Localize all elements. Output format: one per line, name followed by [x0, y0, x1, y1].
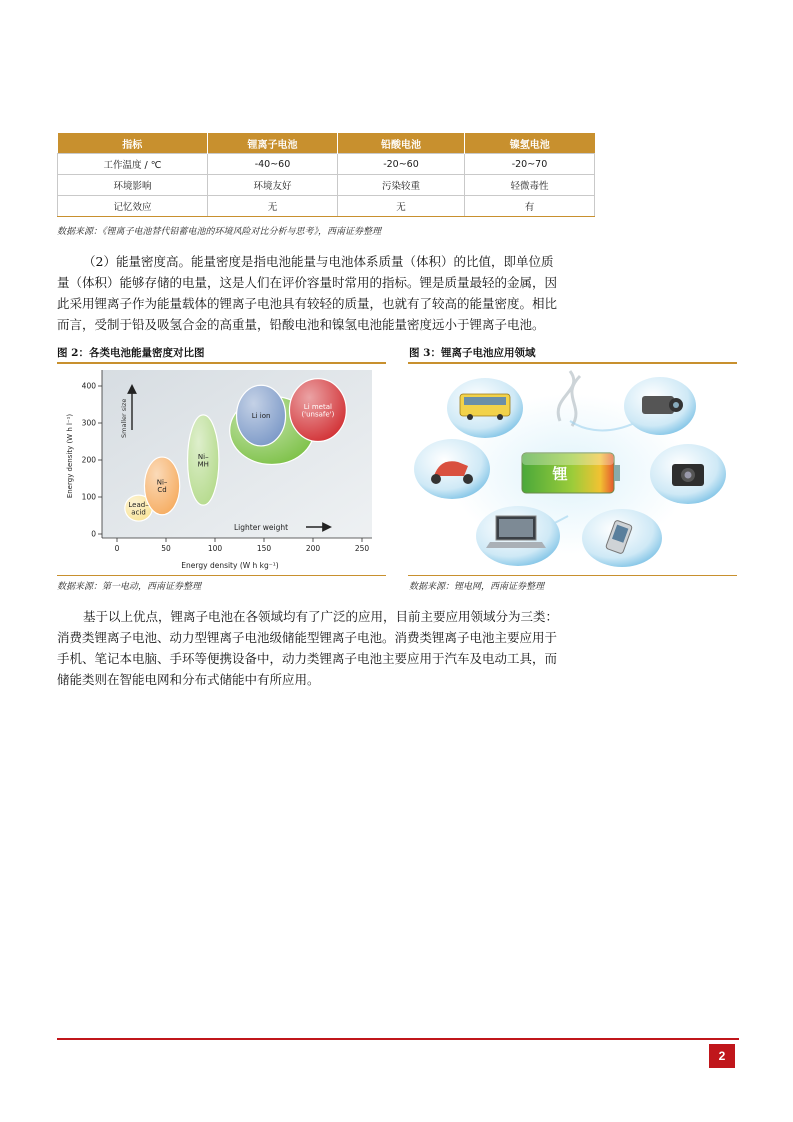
region-label: Cd — [157, 486, 167, 495]
table-cell: -20~60 — [338, 154, 465, 175]
y-axis-label: Energy density (W h l⁻¹) — [66, 413, 74, 499]
paragraph-energy-density — [57, 251, 557, 335]
x-axis-label: Energy density (W h kg⁻¹) — [181, 561, 279, 570]
table-cell: 记忆效应 — [58, 196, 208, 217]
x-tick-label: 0 — [114, 544, 120, 553]
scooter-bubble — [414, 439, 490, 499]
bus-bubble — [447, 378, 523, 438]
table-row — [58, 196, 595, 217]
laptop-bubble — [476, 506, 560, 566]
table-header: 指标 — [58, 133, 208, 154]
table-cell: 轻微毒性 — [465, 175, 595, 196]
y-tick-label: 0 — [91, 529, 96, 539]
table-cell: -20~70 — [465, 154, 595, 175]
region-label: Li ion — [251, 412, 271, 421]
table-cell: 无 — [208, 196, 338, 217]
region-label: Ni– — [197, 452, 209, 461]
table-cell: 工作温度 / ℃ — [58, 154, 208, 175]
battery-label: 锂 — [552, 465, 568, 483]
region-label: Ni– — [156, 478, 168, 487]
figure-3-source: 数据来源：锂电网，西南证券整理 — [409, 582, 545, 592]
table-header: 锂离子电池 — [208, 133, 338, 154]
figure-2-bottom-rule — [57, 575, 386, 576]
figure-3-top-rule — [408, 362, 737, 364]
x-tick-label: 150 — [256, 544, 272, 553]
applications-illustration — [410, 366, 732, 572]
phone-bubble — [582, 509, 662, 567]
x-tick-label: 200 — [305, 544, 321, 553]
figure-3-title: 图 3：锂离子电池应用领域 — [409, 347, 536, 359]
paragraph-line: 而言，受制于铅及吸氢合金的高重量，铅酸电池和镍氢电池能量密度远小于锂离子电池。 — [57, 317, 545, 332]
paragraph-line: 此采用锂离子作为能量载体的锂离子电池具有较轻的质量，也就有了较高的能量密度。相比 — [57, 296, 558, 311]
region-2 — [188, 415, 219, 505]
table-row — [58, 154, 595, 175]
table-header: 铅酸电池 — [338, 133, 465, 154]
paragraph-applications — [57, 606, 558, 690]
lighter-weight-annotation: Lighter weight — [234, 523, 289, 532]
paragraph-line: 消费类锂离子电池、动力型锂离子电池级储能型锂离子电池。消费类锂离子电池主要应用于 — [57, 630, 558, 645]
table-cell: -40~60 — [208, 154, 338, 175]
figure-2-source: 数据来源：第一电动，西南证券整理 — [57, 582, 202, 592]
y-tick-label: 400 — [81, 381, 96, 391]
table-source: 数据来源：《锂离子电池替代铅蓄电池的环境风险对比分析与思考》，西南证券整理 — [57, 227, 382, 237]
camera-bubble — [650, 444, 726, 504]
region-label: acid — [131, 508, 146, 517]
figure-2-top-rule — [57, 362, 386, 364]
x-tick-label: 100 — [207, 544, 223, 553]
energy-density-chart — [62, 368, 380, 573]
comparison-table — [57, 133, 595, 217]
table-header-row — [58, 133, 595, 154]
paragraph-line: 手机、笔记本电脑、手环等便携设备中，动力类锂离子电池主要应用于汽车及电动工具，而 — [57, 651, 558, 666]
paragraph-line: （2）能量密度高。能量密度是指电池能量与电池体系质量（体积）的比值，即单位质 — [83, 254, 554, 269]
region-4 — [237, 385, 286, 446]
region-1 — [144, 457, 179, 515]
camcorder-bubble — [624, 377, 696, 435]
table-cell: 环境影响 — [58, 175, 208, 196]
figure-2-title: 图 2：各类电池能量密度对比图 — [57, 347, 205, 359]
table-header: 镍氢电池 — [465, 133, 595, 154]
page-number: 2 — [709, 1044, 735, 1068]
table-cell: 污染较重 — [338, 175, 465, 196]
paragraph-line: 量（体积）能够存储的电量，这是人们在评价容量时常用的指标。锂是质量最轻的金属，因 — [57, 275, 558, 290]
y-tick-label: 300 — [81, 418, 96, 428]
x-tick-label: 250 — [354, 544, 370, 553]
table-cell: 环境友好 — [208, 175, 338, 196]
paragraph-line: 储能类则在智能电网和分布式储能中有所应用。 — [57, 672, 320, 687]
footer-rule — [57, 1038, 739, 1040]
paragraph-line: 基于以上优点，锂离子电池在各领域均有了广泛的应用，目前主要应用领域分为三类： — [83, 609, 559, 624]
battery-icon — [522, 453, 620, 493]
table-cell: 有 — [465, 196, 595, 217]
region-label: ('unsafe') — [301, 410, 335, 419]
table-row — [58, 175, 595, 196]
smaller-size-annotation: Smaller size — [120, 398, 128, 438]
y-tick-label: 100 — [81, 492, 96, 502]
y-tick-label: 200 — [81, 455, 96, 465]
region-5 — [289, 379, 346, 442]
figure-3-bottom-rule — [408, 575, 737, 576]
region-label: Lead– — [128, 500, 149, 509]
table-cell: 无 — [338, 196, 465, 217]
region-label: Li metal — [303, 402, 332, 411]
region-label: MH — [197, 460, 209, 469]
x-tick-label: 50 — [161, 544, 171, 553]
